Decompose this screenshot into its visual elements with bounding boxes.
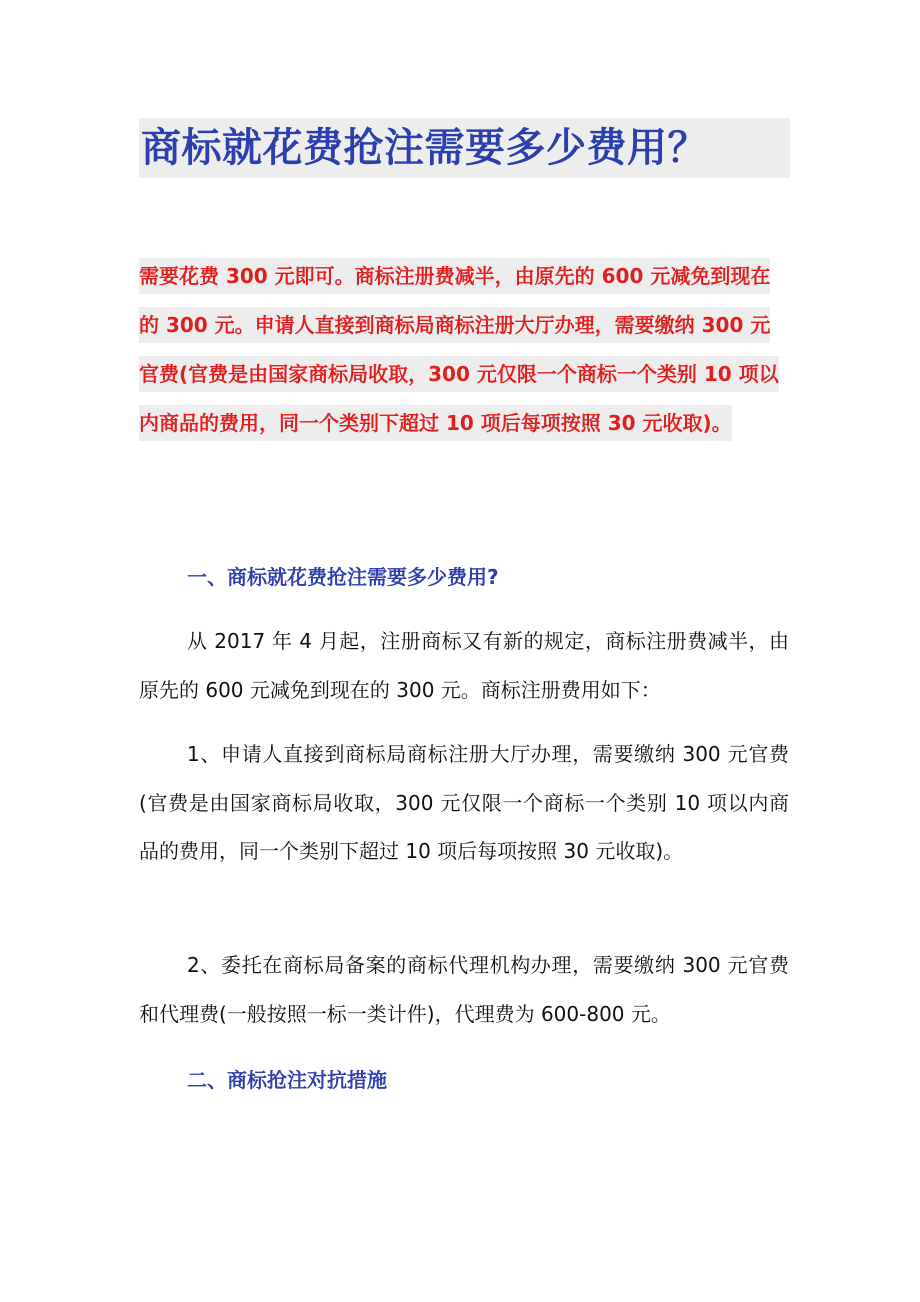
section-heading-countermeasures: 二、商标抢注对抗措施 — [187, 1068, 387, 1092]
body-paragraph-intro: 从 2017 年 4 月起，注册商标又有新的规定，商标注册费减半，由原先的 600 元减免到现在的 300 元。商标注册费用如下： — [139, 629, 789, 702]
section-heading-fees: 一、商标就花费抢注需要多少费用? — [187, 565, 499, 589]
body-paragraph-agency: 2、委托在商标局备案的商标代理机构办理，需要缴纳 300 元官费和代理费(一般按照一标一类计件)，代理费为 600-800 元。 — [139, 953, 789, 1026]
body-paragraph-direct: 1、申请人直接到商标局商标注册大厅办理，需要缴纳 300 元官费(官费是由国家商标局收取，300 元仅限一个商标一个类别 10 项以内商品的费用，同一个类别下超过 10 项后每项按照 30 元收取)。 — [139, 742, 789, 863]
summary-paragraph — [139, 252, 789, 448]
summary-text: 需要花费 300 元即可。商标注册费减半，由原先的 600 元减免到现在的 300 元。申请人直接到商标局商标注册大厅办理，需要缴纳 300 元官费(官费是由国家商标局收取，300 元仅限一个商标一个类别 10 项以内商品的费用，同一个类别下超过 10 项后每项按照 30 元收取)。 — [139, 258, 779, 441]
page-title: 商标就花费抢注需要多少费用？ — [141, 125, 708, 171]
